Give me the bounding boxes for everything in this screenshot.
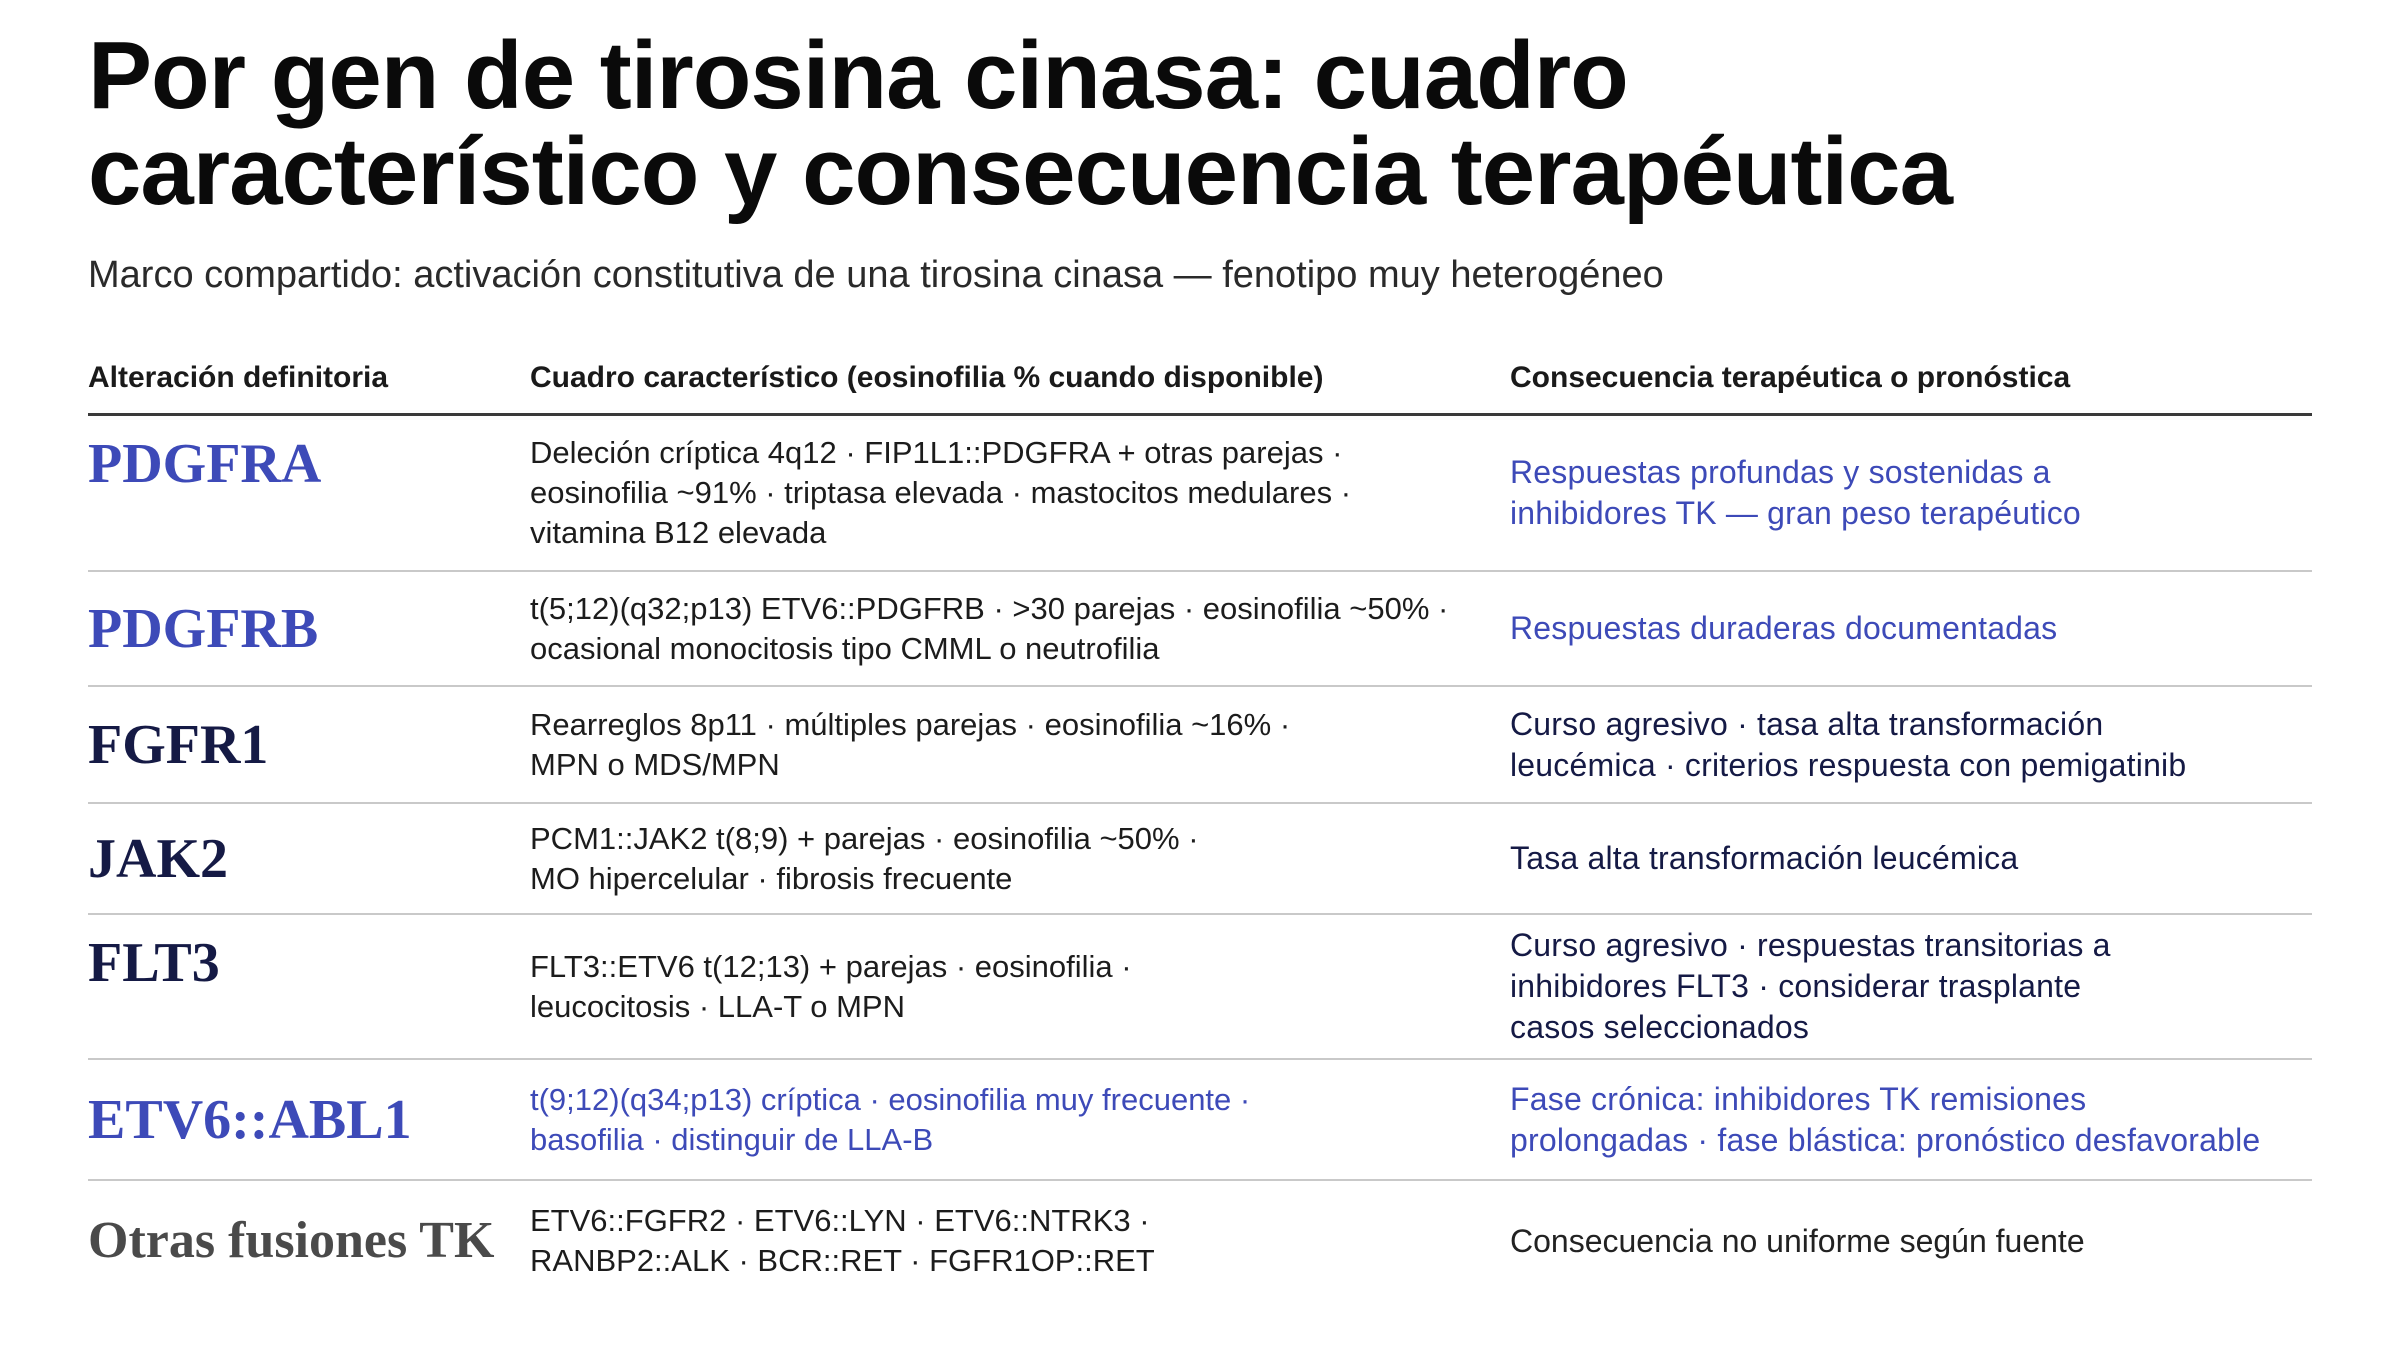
gene-label: JAK2 [88,827,228,890]
row-consequence [1510,838,2018,879]
table-header [88,354,2312,416]
consequence-line: Fase crónica: inhibidores TK remisiones [1510,1080,2087,1117]
desc-line: MO hipercelular · fibrosis frecuente [530,860,1013,896]
table-row-flt3 [88,915,2312,1060]
desc-line: leucocitosis · LLA-T o MPN [530,988,905,1024]
table-row-otras-fusiones [88,1181,2312,1301]
row-description [530,589,1448,669]
row-consequence [1510,452,2081,534]
desc-line: MPN o MDS/MPN [530,746,780,782]
desc-line: t(9;12)(q34;p13) críptica · eosinofilia muy frecuente · [530,1081,1251,1117]
consequence-line: Consecuencia no uniforme según fuente [1510,1222,2085,1259]
page-title-line-1: Por gen de tirosina cinasa: cuadro [88,22,1628,129]
page-subtitle: Marco compartido: activación constitutiva de una tirosina cinasa — fenotipo muy heterogéneo [88,254,1664,296]
desc-line: ETV6::FGFR2 · ETV6::LYN · ETV6::NTRK3 · [530,1203,1150,1238]
table-row-etv6-abl1 [88,1060,2312,1181]
row-description [530,947,1132,1027]
desc-line: basofilia · distinguir de LLA-B [530,1121,934,1157]
page-title-line-2: característico y consecuencia terapéutica [88,118,1952,225]
row-consequence [1510,1079,2260,1161]
table-row-pdgfrb [88,572,2312,687]
consequence-line: Curso agresivo · respuestas transitorias a [1510,927,2111,963]
row-consequence [1510,1221,2085,1262]
desc-line: FLT3::ETV6 t(12;13) + parejas · eosinofilia · [530,948,1132,984]
gene-label: PDGFRA [88,433,322,495]
table-row-fgfr1 [88,687,2312,804]
consequence-line: Tasa alta transformación leucémica [1510,840,2019,876]
consequence-line: Respuestas duraderas documentadas [1510,610,2058,646]
consequence-line: inhibidores FLT3 · considerar trasplante [1510,968,2082,1004]
desc-line: Rearreglos 8p11 · múltiples parejas · eosinofilia ~16% · [530,706,1291,742]
row-description [530,1201,1155,1281]
table-row-jak2 [88,804,2312,915]
desc-line: RANBP2::ALK · BCR::RET · FGFR1OP::RET [530,1243,1155,1278]
desc-line: vitamina B12 elevada [530,515,827,550]
gene-label: PDGFRB [88,597,319,660]
desc-line: t(5;12)(q32;p13) ETV6::PDGFRB · >30 parejas · eosinofilia ~50% · [530,590,1449,626]
consequence-line: Respuestas profundas y sostenidas a [1510,454,2051,490]
row-description [530,433,1351,553]
consequence-line: leucémica · criterios respuesta con pemigatinib [1510,746,2187,783]
row-description [530,819,1199,899]
row-description [530,1080,1250,1160]
row-consequence [1510,704,2186,786]
page-title [88,22,2312,225]
table-row-pdgfra [88,416,2312,572]
gene-label: ETV6::ABL1 [88,1088,412,1151]
row-description [530,705,1290,785]
desc-line: eosinofilia ~91% · triptasa elevada · mastocitos medulares · [530,475,1352,510]
gene-label: Otras fusiones TK [88,1212,495,1269]
row-consequence [1510,608,2057,649]
desc-line: ocasional monocitosis tipo CMML o neutrofilia [530,630,1160,666]
consequence-line: casos seleccionados [1510,1009,1810,1045]
desc-line: Deleción críptica 4q12 · FIP1L1::PDGFRA + otras parejas · [530,435,1343,470]
consequence-line: prolongadas · fase blástica: pronóstico desfavorable [1510,1121,2261,1158]
header-alteracion: Alteración definitoria [88,361,389,394]
consequence-line: Curso agresivo · tasa alta transformación [1510,705,2104,742]
desc-line: PCM1::JAK2 t(8;9) + parejas · eosinofilia ~50% · [530,820,1199,856]
consequence-line: inhibidores TK — gran peso terapéutico [1510,495,2081,531]
gene-label: FGFR1 [88,713,269,776]
gene-label: FLT3 [88,932,220,994]
header-cuadro: Cuadro característico (eosinofilia % cuando disponible) [530,361,1324,394]
header-consecuencia: Consecuencia terapéutica o pronóstica [1510,361,2071,394]
row-consequence [1510,925,2111,1048]
